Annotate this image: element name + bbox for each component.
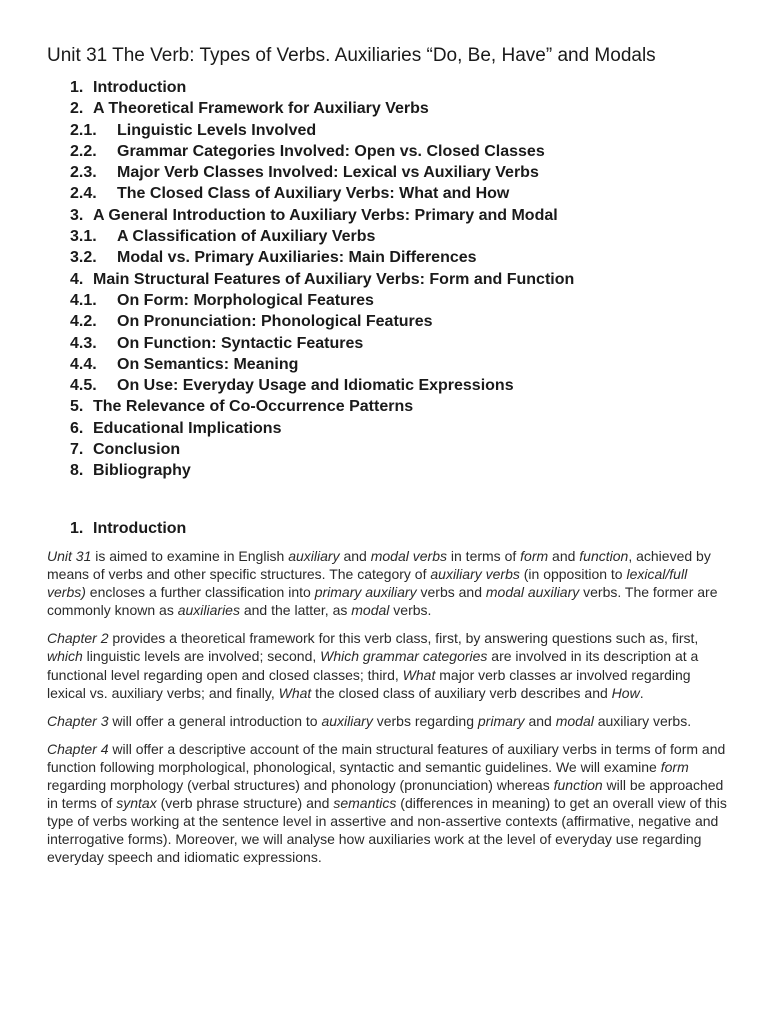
italic-text: primary: [477, 712, 525, 729]
toc-item: [70, 120, 574, 141]
toc-item-number: 8.: [70, 462, 84, 480]
italic-text: auxiliary: [288, 548, 340, 564]
toc-item: [70, 418, 574, 439]
toc-item-number: 4.5.: [70, 377, 97, 395]
italic-text: syntax: [116, 795, 157, 812]
italic-text: Which grammar categories: [320, 648, 488, 665]
toc-item-number: 5.: [70, 398, 84, 416]
italic-text: form: [520, 548, 549, 564]
text-run: and: [524, 712, 556, 729]
text-run: encloses a further classification into: [85, 584, 315, 601]
toc-item-text: The Relevance of Co-Occurrence Patterns: [93, 398, 414, 416]
italic-text: modal: [351, 602, 390, 619]
toc-item: [70, 311, 574, 332]
text-run: linguistic levels are involved; second,: [82, 648, 321, 665]
toc-item-number: 4.4.: [70, 355, 97, 373]
text-run: and: [548, 548, 580, 564]
toc-item-text: On Function: Syntactic Features: [117, 334, 364, 352]
toc-item-text: A Theoretical Framework for Auxiliary Verbs: [93, 100, 429, 118]
toc-item: [70, 247, 574, 268]
text-run: auxiliary verbs.: [593, 712, 692, 729]
body-paragraph: [47, 740, 727, 867]
italic-text: How: [611, 684, 640, 701]
italic-text: Unit 31: [47, 548, 92, 564]
introduction-body: [47, 547, 727, 877]
text-run: the closed class of auxiliary verb describes and: [311, 684, 612, 701]
text-run: regarding morphology (verbal structures) and phonology (pronunciation) whereas: [47, 777, 554, 794]
text-run: verbs and: [416, 584, 486, 601]
toc-item: [70, 162, 574, 183]
toc-item-text: On Use: Everyday Usage and Idiomatic Expressions: [117, 377, 514, 395]
text-run: (differences in meaning) to get an overall view of this type of verbs working at the sentence level in assertive and non-assertive contexts (affirmative, negative and interrogative forms). Moreover, we will analyse how auxiliaries work at the level of everyday use regarding everyday speech and idiomatic expressions.: [47, 795, 727, 866]
toc-item: [70, 77, 574, 98]
body-paragraph: [47, 712, 727, 730]
toc-item: [70, 375, 574, 396]
text-run: verbs. The former are commonly known as: [47, 584, 718, 619]
toc-item-text: Linguistic Levels Involved: [117, 121, 317, 139]
text-run: will offer a descriptive account of the main structural features of auxiliary verbs in terms of form and function following morphological, phonological, syntactic and semantic guidelines. We will examine: [47, 740, 726, 775]
toc-item: [70, 460, 574, 481]
toc-item: [70, 141, 574, 162]
text-run: and: [339, 548, 371, 564]
toc-item: [70, 290, 574, 311]
italic-text: modal auxiliary: [485, 584, 580, 601]
toc-item-text: Grammar Categories Involved: Open vs. Closed Classes: [117, 142, 545, 160]
toc-item-number: 2.2.: [70, 142, 97, 160]
toc-item-text: Introduction: [93, 79, 187, 96]
italic-text: primary auxiliary: [314, 584, 417, 601]
text-run: will offer a general introduction to: [108, 712, 322, 729]
toc-item-text: Bibliography: [93, 462, 191, 480]
text-run: verbs regarding: [372, 712, 478, 729]
text-run: .: [639, 684, 644, 701]
toc-item-number: 6.: [70, 419, 84, 437]
text-run: provides a theoretical framework for this verb class, first, by answering questions such as, first,: [108, 630, 699, 647]
text-run: will be approached in terms of: [47, 777, 724, 812]
toc-item-text: On Pronunciation: Phonological Features: [117, 313, 433, 331]
toc-item: [70, 98, 574, 119]
toc-item: [70, 439, 574, 460]
toc-item-number: 4.3.: [70, 334, 97, 352]
body-paragraph: [47, 629, 727, 701]
italic-text: semantics: [333, 795, 397, 812]
toc-item-text: Major Verb Classes Involved: Lexical vs Auxiliary Verbs: [117, 164, 539, 182]
text-run: (in opposition to: [519, 566, 627, 583]
text-run: (verb phrase structure) and: [156, 795, 334, 812]
italic-text: function: [579, 548, 629, 564]
toc-item-number: 2.1.: [70, 121, 97, 139]
toc-item-text: On Form: Morphological Features: [117, 291, 374, 309]
italic-text: which: [47, 648, 83, 665]
text-run: are involved in its description at a functional level regarding open and closed classes; third,: [47, 648, 699, 683]
toc-item-number: 3.: [70, 206, 84, 224]
text-run: , achieved by means of verbs and other specific structures. The category of: [47, 548, 711, 583]
text-run: is aimed to examine in English: [91, 548, 289, 564]
body-paragraph: [47, 547, 727, 619]
toc-item-text: The Closed Class of Auxiliary Verbs: What and How: [117, 185, 510, 203]
italic-text: Chapter 2: [47, 630, 109, 647]
italic-text: lexical/full verbs): [47, 566, 688, 601]
italic-text: Chapter 3: [47, 712, 109, 729]
text-run: in terms of: [447, 548, 521, 564]
italic-text: What: [278, 684, 312, 701]
toc-item-text: On Semantics: Meaning: [117, 355, 299, 373]
section-title: Introduction: [93, 520, 187, 537]
toc-item-number: 7.: [70, 441, 84, 459]
toc-item-number: 4.2.: [70, 313, 97, 331]
toc-item-text: Modal vs. Primary Auxiliaries: Main Differences: [117, 249, 477, 267]
italic-text: form: [660, 758, 689, 775]
toc-item: [70, 396, 574, 417]
italic-text: modal: [555, 712, 594, 729]
italic-text: Chapter 4: [47, 740, 109, 757]
toc-item: [70, 205, 574, 226]
italic-text: auxiliary verbs: [430, 566, 520, 583]
table-of-contents: [70, 77, 574, 482]
toc-item-number: 3.2.: [70, 249, 97, 267]
toc-item: [70, 183, 574, 204]
italic-text: modal verbs: [370, 548, 447, 564]
section-heading-introduction: [70, 518, 186, 539]
toc-item: [70, 333, 574, 354]
italic-text: auxiliary: [321, 712, 373, 729]
toc-item-number: 3.1.: [70, 228, 97, 246]
toc-item-number: 1.: [70, 79, 84, 96]
italic-text: What: [402, 666, 436, 683]
toc-item-number: 2.4.: [70, 185, 97, 203]
text-run: major verb classes ar involved regarding lexical vs. auxiliary verbs; and finally,: [47, 666, 691, 701]
toc-item-text: Educational Implications: [93, 419, 282, 437]
toc-item-number: 2.: [70, 100, 84, 118]
toc-item-text: A Classification of Auxiliary Verbs: [117, 228, 376, 246]
toc-item-number: 4.: [70, 270, 84, 288]
toc-item-number: 4.1.: [70, 291, 97, 309]
text-run: and the latter, as: [239, 602, 352, 619]
toc-item: [70, 354, 574, 375]
italic-text: function: [553, 777, 603, 794]
text-run: verbs.: [389, 602, 432, 619]
section-number: 1.: [70, 520, 84, 537]
document-title: Unit 31 The Verb: Types of Verbs. Auxiliaries “Do, Be, Have” and Modals: [47, 45, 656, 66]
toc-item-text: A General Introduction to Auxiliary Verbs: Primary and Modal: [93, 206, 558, 224]
toc-item-text: Main Structural Features of Auxiliary Verbs: Form and Function: [93, 270, 575, 288]
toc-item-number: 2.3.: [70, 164, 97, 182]
toc-item: [70, 269, 574, 290]
toc-item-text: Conclusion: [93, 441, 181, 459]
italic-text: auxiliaries: [177, 602, 240, 619]
toc-item: [70, 226, 574, 247]
